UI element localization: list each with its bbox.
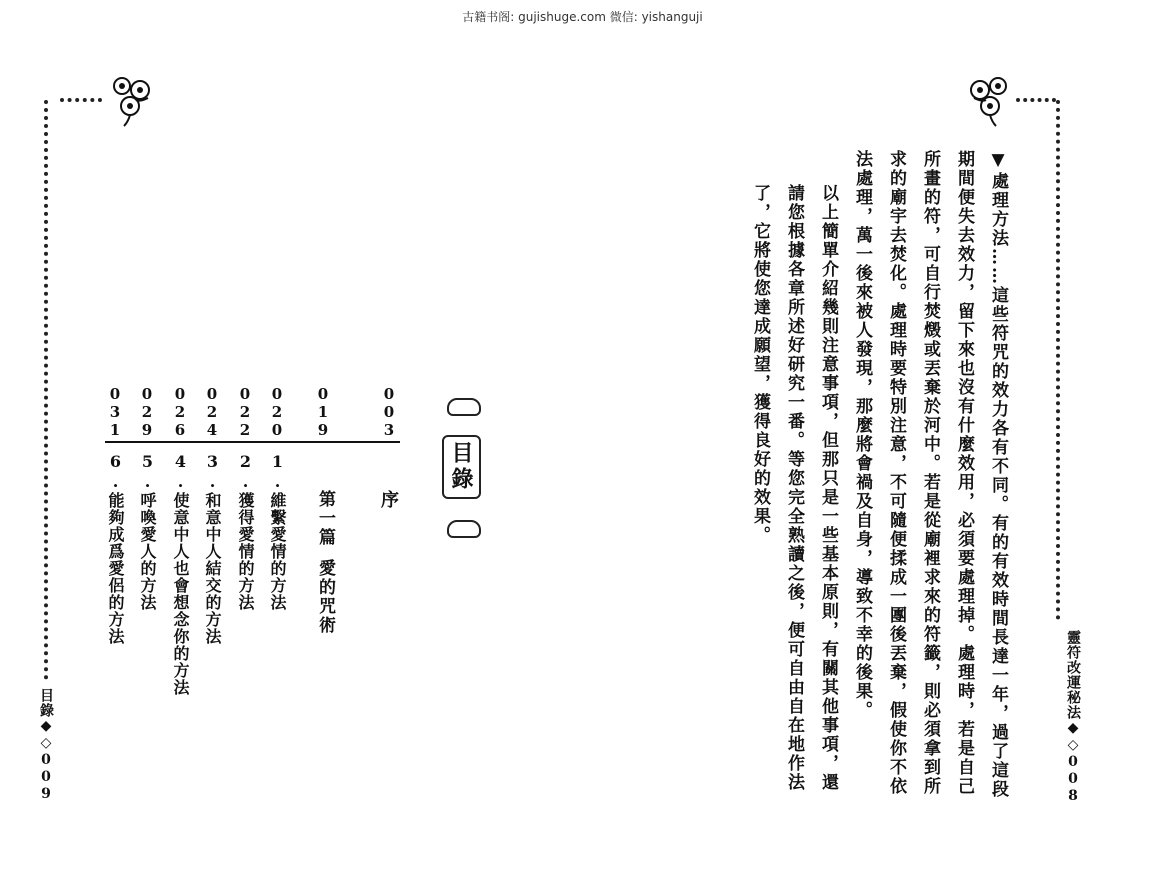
- running-head-left: [36, 688, 56, 803]
- watermark: 古籍书阁: gujishuge.com 微信: yishanguji: [462, 10, 703, 24]
- right-page-body: [743, 150, 1015, 800]
- toc-part1-subtitle: 愛的咒術: [315, 559, 335, 635]
- vine-border-right: [1056, 100, 1068, 620]
- flower-ornament-left: [100, 72, 160, 132]
- toc-page-5: 029: [138, 385, 156, 439]
- toc-divider: [105, 441, 400, 443]
- vine-border-top-right: [1016, 98, 1056, 108]
- page-number-left: 009: [38, 752, 54, 803]
- page-number-right: 008: [1065, 754, 1081, 805]
- toc-title-preface[interactable]: 序: [378, 490, 399, 508]
- toc-page-4: 026: [171, 385, 189, 439]
- toc-page-6: 031: [106, 385, 124, 439]
- toc-page-part1: 019: [314, 385, 332, 439]
- running-head-right: [1063, 630, 1083, 805]
- toc-page-3: 024: [203, 385, 221, 439]
- flower-ornament-right: [962, 72, 1022, 132]
- cloud-ornament-top: [447, 398, 481, 416]
- running-head-right-title: 靈符改運秘法◆◇: [1065, 630, 1081, 754]
- toc-page-preface: 003: [380, 385, 398, 439]
- toc-entry-3[interactable]: 3.和意中人結交的方法: [203, 452, 222, 645]
- cloud-ornament-bottom: [447, 520, 481, 538]
- vine-border-top-left: [60, 98, 102, 108]
- toc-entry-5[interactable]: 5.呼喚愛人的方法: [138, 452, 157, 611]
- toc-entry-1[interactable]: 1.維繫愛情的方法: [268, 452, 287, 611]
- body-paragraph-2: 以上簡單介紹幾則注意事項，但那只是一些基本原則，有關其他事項，還請您根據各章所述好研究一番。等您完全熟讀之後，便可自由自在地作法了，它將使您達成願望，獲得良好的效果。: [750, 184, 838, 792]
- toc-part1-label: 第一篇: [315, 490, 335, 547]
- running-head-left-title: 目錄◆◇: [38, 688, 54, 752]
- body-paragraph-1: ▼處理方法……這些符咒的效力各有不同。有的有效時間長達一年，過了這段期間便失去效力，留下來也沒有什麼效用，必須要處理掉。處理時，若是自己所畫的符，可自行焚燬或丟棄於河中。若是從廟裡求來的符籤，則必須拿到所求的廟宇去焚化。處理時要特別注意，不可隨便揉成一團後丟棄，假使你不依法處理，萬一後來被人發現，那麼將會禍及自身，導致不幸的後果。: [852, 150, 1008, 799]
- toc-title: 目錄: [442, 435, 481, 499]
- vine-border-left: [44, 100, 56, 680]
- toc-entry-6[interactable]: 6.能夠成爲愛侶的方法: [106, 452, 125, 645]
- toc-page-2: 022: [236, 385, 254, 439]
- toc-part1-heading[interactable]: [313, 490, 338, 635]
- toc-entry-4[interactable]: 4.使意中人也會想念你的方法: [171, 452, 190, 696]
- toc-page-1: 020: [268, 385, 286, 439]
- toc-entry-2[interactable]: 2.獲得愛情的方法: [236, 452, 255, 611]
